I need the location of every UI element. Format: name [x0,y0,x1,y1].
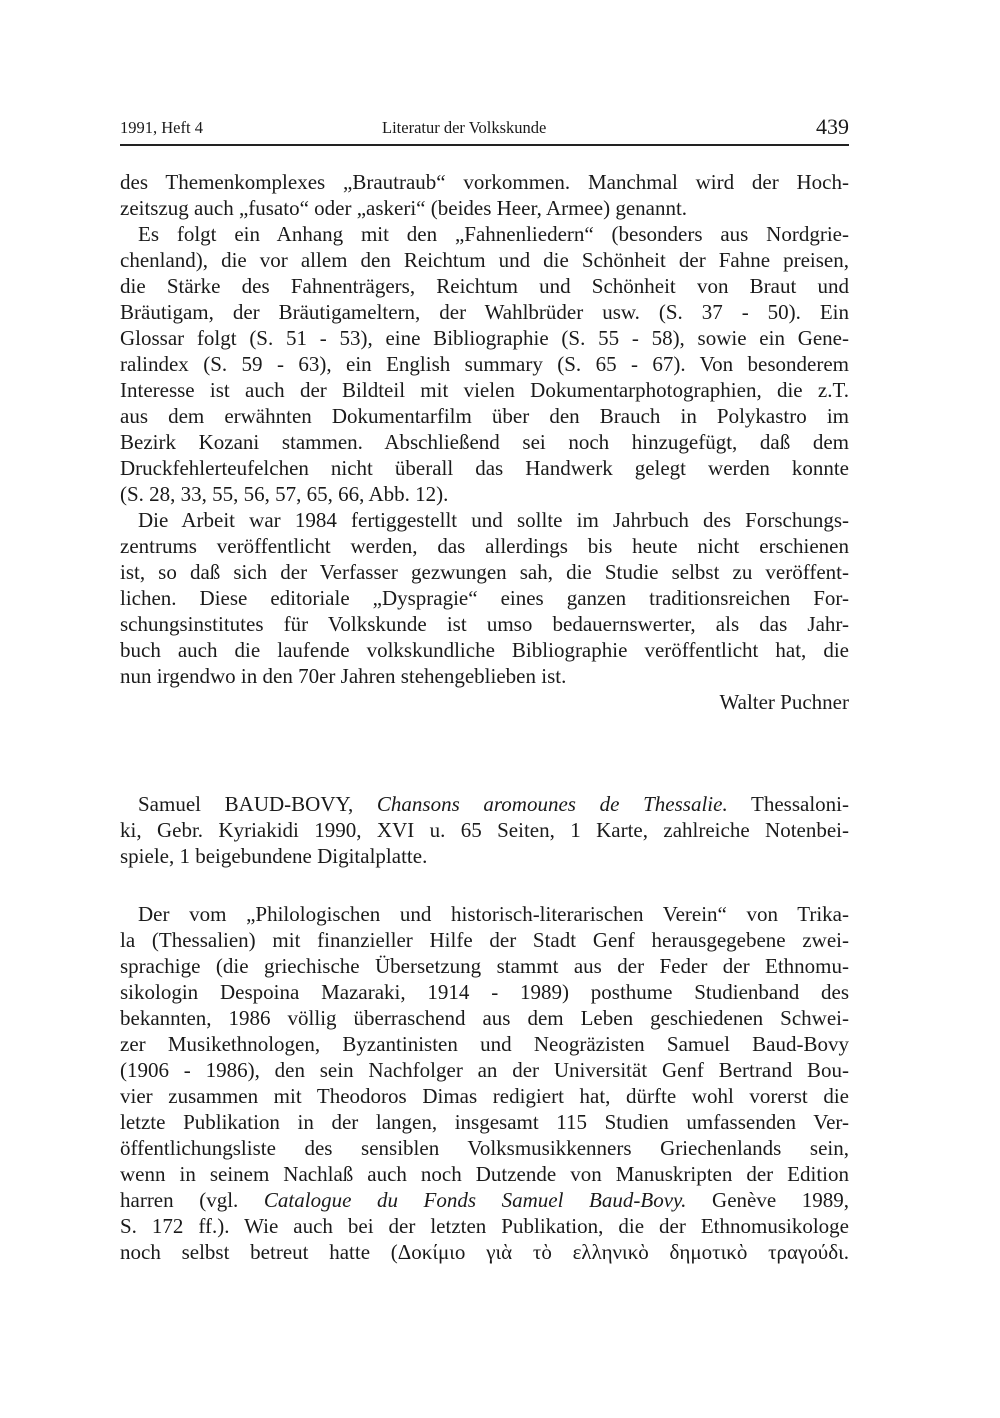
text-line: Es folgt ein Anhang mit den „Fahnenliedern“ (besonders aus Nordgrie- [138,222,849,246]
review-continuation [120,169,849,715]
text-line: letzte Publikation in der langen, insgesamt 115 Studien umfassenden Ver- [120,1110,849,1134]
text-line: (1906 - 1986), den sein Nachfolger an der Universität Genf Bertrand Bou- [120,1058,849,1082]
text-line: öffentlichungsliste des sensiblen Volksmusikkenners Griechenlands sein, [120,1136,849,1160]
text-line: sprachige (die griechische Übersetzung stammt aus der Feder der Ethnomu- [120,954,849,978]
text-line: chenland), die vor allem den Reichtum und die Schönheit der Fahne preisen, [120,248,849,272]
text-line: S. 172 ff.). Wie auch bei der letzten Publikation, die der Ethnomusikologe [120,1214,849,1238]
text-line: ralindex (S. 59 - 63), ein English summary (S. 65 - 67). Von besonderem [120,352,849,376]
text-line: zentrums veröffentlicht werden, das allerdings bis heute nicht erschienen [120,534,849,558]
review-body [120,901,849,1265]
text-line: schungsinstitutes für Volkskunde ist umso bedauernswerter, als das Jahr- [120,612,849,636]
book-citation [120,791,849,869]
text-line: sikologin Despoina Mazaraki, 1914 - 1989) posthume Studienband des [120,980,849,1004]
book-title: Chansons aromounes de Thessalie. [376,792,728,816]
text-line: Der vom „Philologischen und historisch-literarischen Verein“ von Trika- [138,902,849,926]
text-line: la (Thessalien) mit finanzieller Hilfe der Stadt Genf herausgegebene zwei- [120,928,849,952]
citation-line: spiele, 1 beigebundene Digitalplatte. [120,844,428,868]
text-line: Glossar folgt (S. 51 - 53), eine Bibliographie (S. 55 - 58), sowie ein Gene- [120,326,849,350]
text-line: wenn in seinem Nachlaß auch noch Dutzende von Manuskripten der Edition [120,1162,849,1186]
running-header [120,108,849,146]
text-line: buch auch die laufende volkskundliche Bibliographie veröffentlicht hat, die [120,638,849,662]
text-line: nun irgendwo in den 70er Jahren stehengeblieben ist. [120,664,567,688]
text-line: vier zusammen mit Theodoros Dimas redigiert hat, dürfte wohl vorerst die [120,1084,849,1108]
text-line: (S. 28, 33, 55, 56, 57, 65, 66, Abb. 12). [120,482,449,506]
text-line: noch selbst betreut hatte (Δοκίμιο γιὰ τὸ ελληνικὸ δημοτικὸ τραγούδι. [120,1240,849,1264]
text-line: lichen. Diese editoriale „Dyspragie“ eines ganzen traditionsreichen For- [120,586,849,610]
text-line: bekannten, 1986 völlig überraschend aus dem Leben geschiedenen Schwei- [120,1006,849,1030]
text-line: Bezirk Kozani stammen. Abschließend sei noch hinzugefügt, daß dem [120,430,849,454]
text-line: aus dem erwähnten Dokumentarfilm über den Brauch in Polykastro im [120,404,849,428]
text-line: harren (vgl. Catalogue du Fonds Samuel Baud-Bovy. Genève 1989, [120,1188,849,1212]
document-page [120,108,849,1265]
text-line: Bräutigam, der Bräutigameltern, der Wahlbrüder usw. (S. 37 - 50). Ein [120,300,849,324]
citation-line: Samuel BAUD-BOVY, Chansons aromounes de Thessalie. Thessaloni- [138,792,849,816]
book-author: Samuel BAUD-BOVY, [138,792,354,816]
text-line: Die Arbeit war 1984 fertiggestellt und sollte im Jahrbuch des Forschungs- [138,508,849,532]
catalogue-title: Catalogue du Fonds Samuel Baud-Bovy. [263,1188,687,1212]
issue-label: 1991, Heft 4 [120,118,203,137]
text-line: Druckfehlerteufelchen nicht überall das Handwerk gelegt werden konnte [120,456,849,480]
text-line: die Stärke des Fahnenträgers, Reichtum und Schönheit von Braut und [120,274,849,298]
journal-title: Literatur der Volkskunde [382,118,547,137]
reviewer-signature: Walter Puchner [719,690,849,714]
text-line: zer Musikethnologen, Byzantinisten und Neogräzisten Samuel Baud-Bovy [120,1032,849,1056]
page-number: 439 [816,114,849,139]
text-line: ist, so daß sich der Verfasser gezwungen sah, die Studie selbst zu veröffent- [120,560,849,584]
page-body [120,169,849,1265]
text-line: des Themenkomplexes „Brautraub“ vorkommen. Manchmal wird der Hoch- [120,170,849,194]
citation-line: ki, Gebr. Kyriakidi 1990, XVI u. 65 Seiten, 1 Karte, zahlreiche Notenbei- [120,818,849,842]
text-line: Interesse ist auch der Bildteil mit vielen Dokumentarphotographien, die z.T. [120,378,849,402]
text-line: zeitszug auch „fusato“ oder „askeri“ (beides Heer, Armee) genannt. [120,196,688,220]
